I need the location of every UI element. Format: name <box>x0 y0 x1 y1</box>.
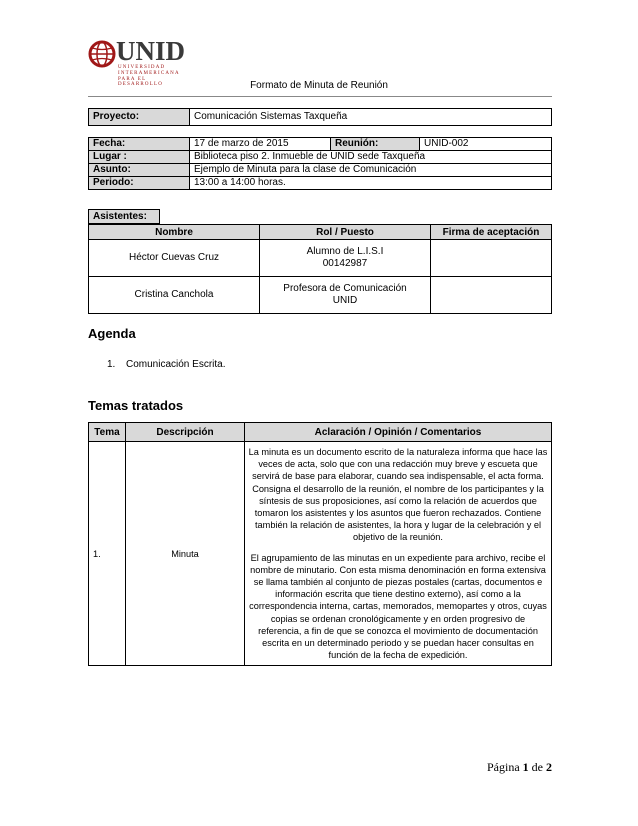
agenda-item-text: Comunicación Escrita. <box>126 359 226 370</box>
fecha-value: 17 de marzo de 2015 <box>190 138 331 151</box>
page-number <box>487 760 552 775</box>
attendee-role <box>260 277 431 314</box>
topics-table <box>88 422 552 666</box>
document-title: Formato de Minuta de Reunión <box>250 80 388 91</box>
title-rule <box>88 96 552 97</box>
meta-table <box>88 137 552 190</box>
attendees-label-table <box>88 209 160 224</box>
current-page: 1 <box>522 760 529 774</box>
attendees-label: Asistentes: <box>89 210 160 224</box>
periodo-label: Periodo: <box>89 177 190 190</box>
project-value: Comunicación Sistemas Taxqueña <box>190 109 552 126</box>
logo-sub-line: UNIVERSIDAD <box>118 65 166 70</box>
topic-description: Minuta <box>126 442 245 666</box>
topic-comment-paragraph: El agrupamiento de las minutas en un expediente para archivo, recibe el nombre de minutario. Con esta misma denominación en forma extensiva se llama también al conjunto de piezas postales (cartas, documentos e información escrita que tiene destino externo), así como a la correspondencia interna, cartas, memorados, memopartes y otros, cuyas copias se ordenan cronológicamente y en orden progresivo de referencia, a fin de que se conozca el movimiento de documentación escrita en un determinado periodo y se puedan hacer consultas en función de la fecha de expedición. <box>249 552 547 661</box>
of-word: de <box>531 760 543 774</box>
project-table <box>88 108 552 126</box>
topics-header-tema: Tema <box>89 423 126 442</box>
table-row <box>89 277 552 314</box>
total-pages: 2 <box>546 760 552 774</box>
table-row <box>89 442 552 666</box>
asunto-value: Ejemplo de Minuta para la clase de Comunicación <box>190 164 552 177</box>
page-word: Página <box>487 760 520 774</box>
attendees-table <box>88 224 552 314</box>
attendee-name: Cristina Canchola <box>89 277 260 314</box>
attendees-header-role: Rol / Puesto <box>260 225 431 240</box>
agenda-heading: Agenda <box>88 326 136 341</box>
project-label: Proyecto: <box>89 109 190 126</box>
table-row <box>89 240 552 277</box>
agenda-item-number: 1. <box>107 359 116 370</box>
reunion-label: Reunión: <box>331 138 420 151</box>
lugar-label: Lugar : <box>89 151 190 164</box>
attendee-role-line: Alumno de L.I.S.I <box>306 246 384 257</box>
attendees-header-signature: Firma de aceptación <box>431 225 552 240</box>
periodo-value: 13:00 a 14:00 horas. <box>190 177 552 190</box>
lugar-value: Biblioteca piso 2. Inmueble de UNID sede Taxqueña <box>190 151 552 164</box>
logo-sub-line: PARA EL DESARROLLO <box>118 77 164 87</box>
topics-heading: Temas tratados <box>88 398 184 413</box>
reunion-value: UNID-002 <box>420 138 552 151</box>
attendee-role-line: 00142987 <box>322 258 368 269</box>
attendee-role-line: Profesora de Comunicación <box>283 283 407 294</box>
globe-icon <box>88 40 116 68</box>
topic-comments <box>245 442 552 666</box>
topics-header-comments: Aclaración / Opinión / Comentarios <box>245 423 552 442</box>
fecha-label: Fecha: <box>89 138 190 151</box>
attendee-name: Héctor Cuevas Cruz <box>89 240 260 277</box>
attendee-signature <box>431 240 552 277</box>
logo-word: UNID <box>116 36 186 66</box>
topics-header-descripcion: Descripción <box>126 423 245 442</box>
asunto-label: Asunto: <box>89 164 190 177</box>
attendee-signature <box>431 277 552 314</box>
topic-number: 1. <box>89 442 126 666</box>
attendee-role <box>260 240 431 277</box>
topic-comment-paragraph: La minuta es un documento escrito de la naturaleza informa que hace las veces de acta, solo que con una redacción muy breve y escueta que servirá de base para elaborar, cuando sea indispensable, el acta forma. Consigna el desarrollo de la reunión, el nombre de los participantes y la síntesis de sus proposiciones, así como la relación de acuerdos que tomaron los asistentes y los asuntos que fueron rechazados. Contiene también la relación de asistentes, la hora y lugar de la celebración y el objetivo de la reunión. <box>248 447 548 543</box>
logo-sub-line: INTERAMERICANA <box>118 71 180 76</box>
unid-logo <box>88 36 188 87</box>
attendee-role-line: UNID <box>332 295 358 306</box>
attendees-header-name: Nombre <box>89 225 260 240</box>
